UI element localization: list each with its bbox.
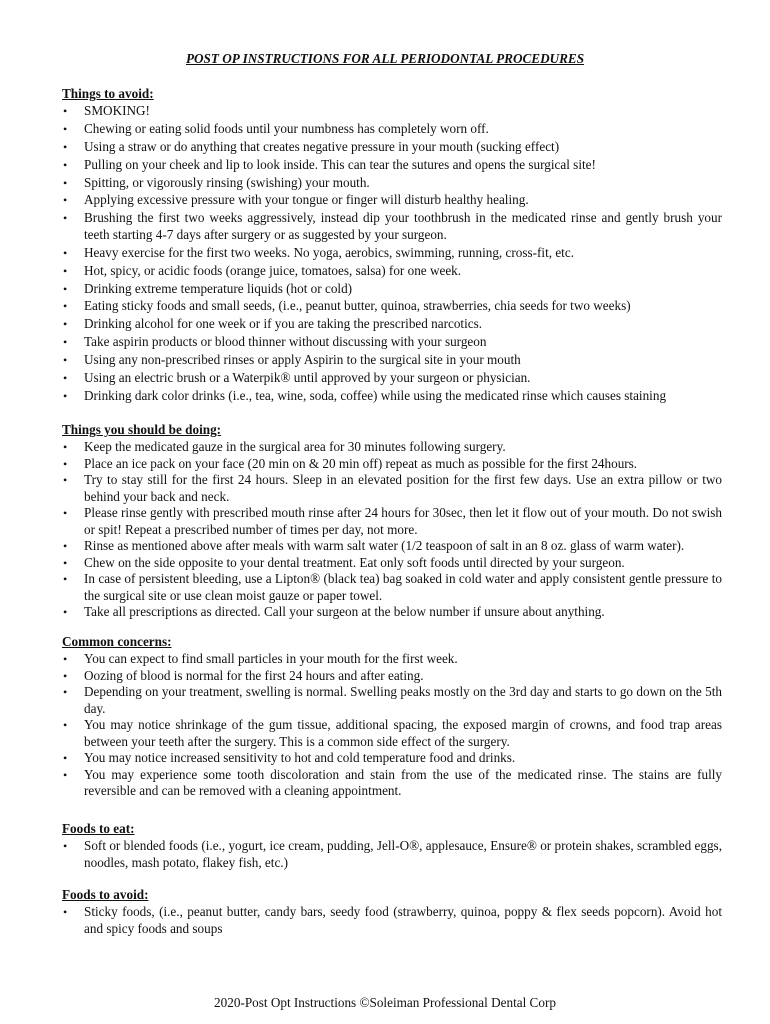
list-item: • Drinking extreme temperature liquids (hot or cold) [62, 281, 722, 298]
list-item: • Oozing of blood is normal for the first 24 hours and after eating. [62, 668, 722, 685]
list-item: • You can expect to find small particles in your mouth for the first week. [62, 651, 722, 668]
section-heading: Common concerns: [62, 634, 172, 649]
bullet-list [62, 838, 722, 871]
list-item: • Brushing the first two weeks aggressively, instead dip your toothbrush in the medicated rinse and gently brush your teeth starting 4-7 days after surgery or as suggested by your surgeon. [62, 210, 722, 243]
list-item: • Heavy exercise for the first two weeks. No yoga, aerobics, swimming, running, cross-fit, etc. [62, 245, 722, 262]
list-item: • Please rinse gently with prescribed mouth rinse after 24 hours for 30sec, then let it flow out of your mouth. Do not swish or spit! Repeat a prescribed number of times per day, not more. [62, 505, 722, 538]
section-heading: Things you should be doing: [62, 422, 222, 437]
page-footer: 2020-Post Opt Instructions ©Soleiman Professional Dental Corp [214, 995, 556, 1010]
section-foods-to-eat [62, 821, 722, 871]
list-item: • Depending on your treatment, swelling is normal. Swelling peaks mostly on the 3rd day and starts to go down on the 5th day. [62, 684, 722, 717]
list-item: • Applying excessive pressure with your tongue or finger will disturb healthy healing. [62, 192, 722, 209]
list-item: • Drinking alcohol for one week or if you are taking the prescribed narcotics. [62, 316, 722, 333]
bullet-list [62, 904, 722, 937]
list-item: • Sticky foods, (i.e., peanut butter, candy bars, seedy food (strawberry, quinoa, poppy & flex seeds popcorn). Avoid hot and spicy foods and soups [62, 904, 722, 937]
list-item: • Spitting, or vigorously rinsing (swishing) your mouth. [62, 175, 722, 192]
bullet-list [62, 651, 722, 800]
list-item: • Place an ice pack on your face (20 min on & 20 min off) repeat as much as possible for the first 24hours. [62, 456, 722, 473]
list-item: • Keep the medicated gauze in the surgical area for 30 minutes following surgery. [62, 439, 722, 456]
section-foods-to-avoid [62, 887, 722, 937]
list-item: • You may notice shrinkage of the gum tissue, additional spacing, the exposed margin of crowns, and food trap areas between your teeth after the surgery. This is a common side effect of the surgery. [62, 717, 722, 750]
list-item: • Chew on the side opposite to your dental treatment. Eat only soft foods until directed by your surgeon. [62, 555, 722, 572]
section-common-concerns [62, 634, 722, 800]
list-item: • Chewing or eating solid foods until your numbness has completely worn off. [62, 121, 722, 138]
list-item: • Drinking dark color drinks (i.e., tea, wine, soda, coffee) while using the medicated rinse which causes staining [62, 388, 722, 405]
list-item: • Pulling on your cheek and lip to look inside. This can tear the sutures and opens the surgical site! [62, 157, 722, 174]
list-item: • Take aspirin products or blood thinner without discussing with your surgeon [62, 334, 722, 351]
document-title: POST OP INSTRUCTIONS FOR ALL PERIODONTAL PROCEDURES [185, 51, 585, 66]
list-item: • Hot, spicy, or acidic foods (orange juice, tomatoes, salsa) for one week. [62, 263, 722, 280]
list-item: • In case of persistent bleeding, use a Lipton® (black tea) bag soaked in cold water and apply consistent gentle pressure to the surgical site or use clean moist gauze or paper towel. [62, 571, 722, 604]
section-things-to-avoid [62, 86, 722, 406]
list-item: • Rinse as mentioned above after meals with warm salt water (1/2 teaspoon of salt in an 8 oz. glass of warm water). [62, 538, 722, 555]
list-item: • Using any non-prescribed rinses or apply Aspirin to the surgical site in your mouth [62, 352, 722, 369]
section-things-you-should-be-doing [62, 422, 722, 621]
section-heading: Things to avoid: [62, 86, 154, 101]
list-item: • Try to stay still for the first 24 hours. Sleep in an elevated position for the first few days. Use an extra pillow or two behind your back and neck. [62, 472, 722, 505]
list-item: • You may notice increased sensitivity to hot and cold temperature food and drinks. [62, 750, 722, 767]
list-item: • Eating sticky foods and small seeds, (i.e., peanut butter, quinoa, strawberries, chia seeds for two weeks) [62, 298, 722, 315]
bullet-list [62, 439, 722, 621]
list-item: • SMOKING! [62, 103, 722, 120]
list-item: • Using a straw or do anything that creates negative pressure in your mouth (sucking effect) [62, 139, 722, 156]
section-heading: Foods to avoid: [62, 887, 149, 902]
section-heading: Foods to eat: [62, 821, 135, 836]
list-item: • Using an electric brush or a Waterpik® until approved by your surgeon or physician. [62, 370, 722, 387]
list-item: • Soft or blended foods (i.e., yogurt, ice cream, pudding, Jell-O®, applesauce, Ensure® or protein shakes, scrambled eggs, noodles, mash potato, flakey fish, etc.) [62, 838, 722, 871]
list-item: • Take all prescriptions as directed. Call your surgeon at the below number if unsure about anything. [62, 604, 722, 621]
bullet-list [62, 103, 722, 404]
list-item: • You may experience some tooth discoloration and stain from the use of the medicated rinse. The stains are fully reversible and can be removed with a cleaning appointment. [62, 767, 722, 800]
